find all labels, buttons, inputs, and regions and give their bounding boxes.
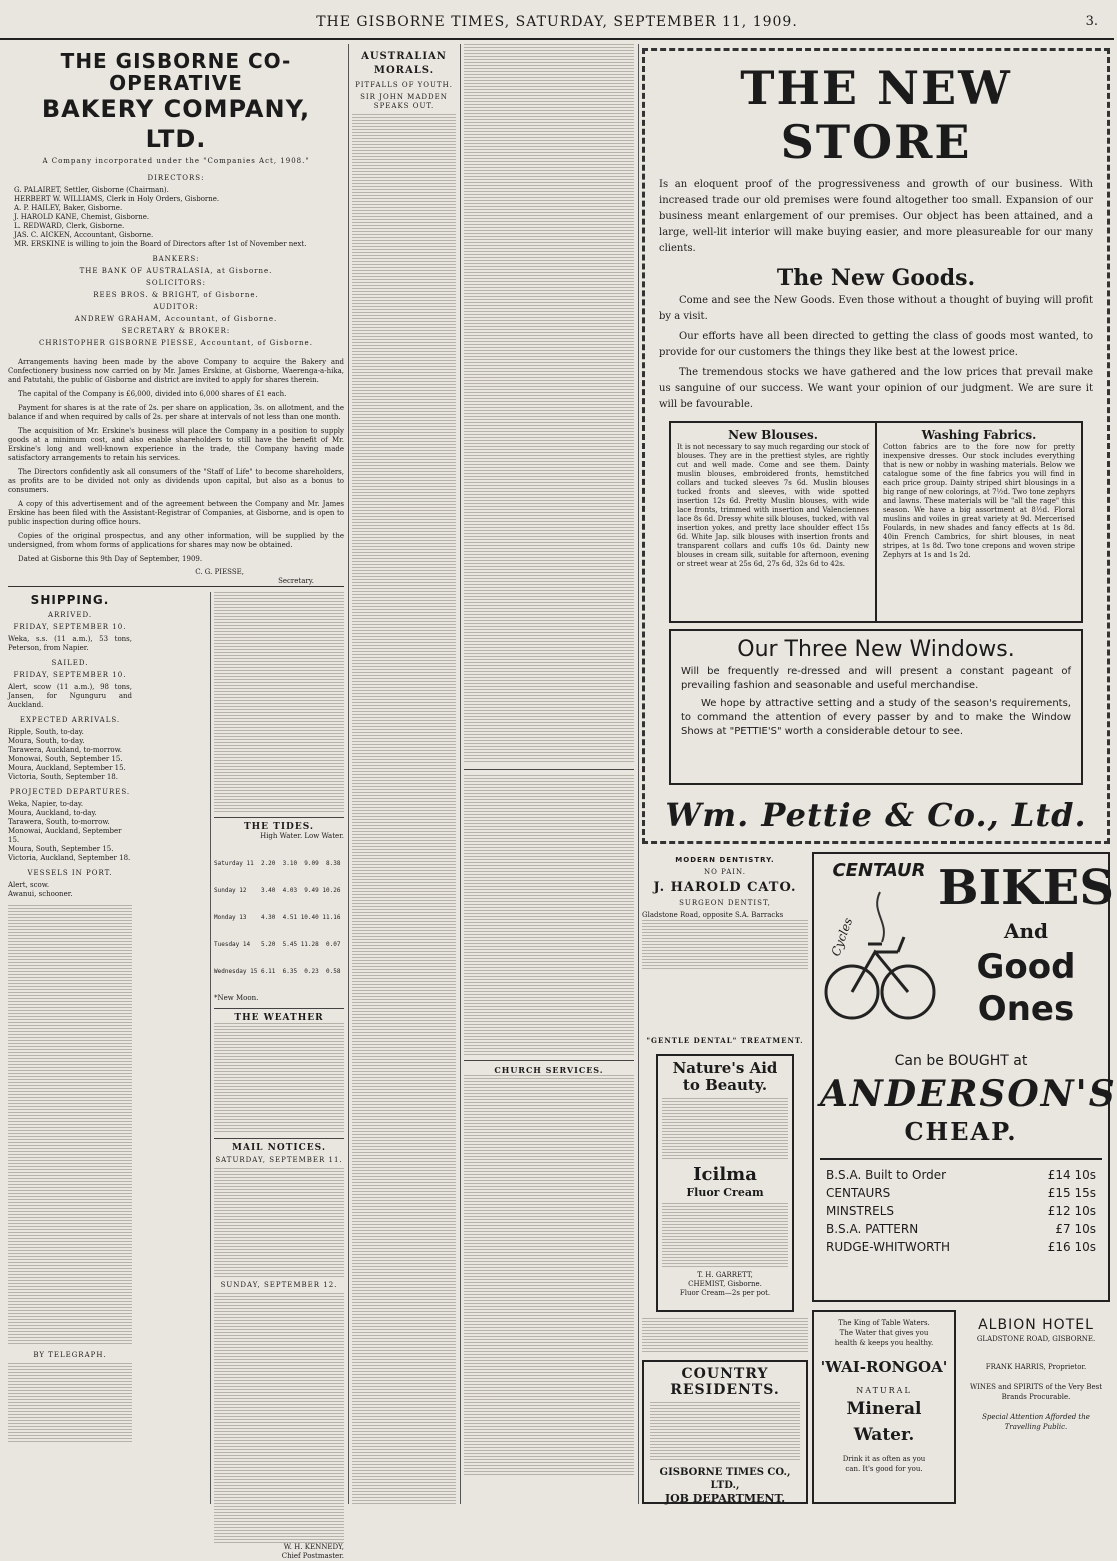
store-paragraph: Our efforts have all been directed to getting the class of goods most wanted, to provide for our customers the things they like best at the lowest price. <box>659 331 1093 358</box>
news-text-block <box>464 775 634 1055</box>
dated-line: Dated at Gisborne this 9th Day of September, 1909. <box>18 555 203 563</box>
sailed-text: Alert, scow (11 a.m.), 98 tons, Jansen, for Ngunguru and Auckland. <box>8 683 132 709</box>
residents-title: RESIDENTS. <box>670 1382 780 1398</box>
bike-price: £15 15s <box>1047 1186 1096 1200</box>
prospectus-paragraph: The Directors confidently ask all consumers of the "Staff of Life" to become shareholders, as profits are to be divided not only as dividends upon capital, but also as a bonus to consumers. <box>8 468 344 494</box>
ad-text-block <box>662 1098 788 1160</box>
news-text-block <box>464 1075 634 1475</box>
job-department: JOB DEPARTMENT. <box>664 1492 786 1505</box>
dentistry-title: MODERN DENTISTRY. <box>675 856 775 864</box>
blouses-text: It is not necessary to say much regarding our stock of blouses. They are in the prettiest styles, are rightly cut and well made. Come and see them. Dainty muslin blouses, embroidered fronts, hemstitched collars and tucked sleeves 7s 6d. Muslin blouses tucked fronts and sleeves, with wide spotted insertion 12s 6d. Pretty Muslin blouses, with wide lace fronts, trimmed with insertion and Valenciennes lace 8s 6d. Dressy white silk blouses, tucked, with val insertion yokes, and pretty lace shoulder effect 15s 6d. White Jap. silk blouses with insertion fronts and transparent collars and cuffs 10s 6d. Dainty new blouses in cream silk, suitable for afternoon, evening or street wear at 25s 6d, 27s 6d, 32s 6d to 42s. <box>677 443 869 568</box>
tides-table <box>214 841 344 994</box>
albion-wines: WINES and SPIRITS of the Very Best Brands Procurable. <box>969 1383 1103 1401</box>
wai-line: health & keeps you healthy. <box>834 1339 934 1347</box>
auditor-heading: AUDITOR: <box>153 303 199 311</box>
country-title: COUNTRY <box>681 1366 769 1382</box>
albion-owner: FRANK HARRIS, Proprietor. <box>985 1363 1087 1371</box>
ad-text-block <box>650 1402 800 1462</box>
mineral-water: Mineral Water. <box>846 1399 922 1445</box>
washing-text: Cotton fabrics are to the fore now for pretty inexpensive dresses. Our stock includes everything that is new or nobby in washing materials. Below we catalogue some of the fine fabrics you will find in each price group. Dainty striped shirt blousings in a big range of new colorings, at 7½d. Two tone zephyrs and lawns. These materials will be "all the rage" this season. We have a big assortment at 8½d. Floral muslins and voiles in great variety at 9d. Mercerised Foulards, in new shades and fancy effects at 1s 8d. 40in French Cambrics, for shirt blouses, in neat stripes, at 1s 8d. Two tone crepons and woven stripe Zephyrs at 1s and 1s 2d. <box>883 443 1075 559</box>
morals-title: AUSTRALIAN MORALS. <box>361 51 447 76</box>
arrived-date: FRIDAY, SEPTEMBER 10. <box>13 623 127 631</box>
news-text-block <box>8 905 132 1345</box>
list-item: Monowai, Auckland, September 15. <box>8 827 122 844</box>
column-rule <box>460 44 461 1504</box>
director-line: HERBERT W. WILLIAMS, Clerk in Holy Orders, Gisborne. <box>14 195 220 203</box>
cycles-label: Cycles <box>828 915 856 959</box>
bakery-intro: A Company incorporated under the "Companies Act, 1908." <box>42 157 310 165</box>
arrived-text: Weka, s.s. (11 a.m.), 53 tons, Peterson, from Napier. <box>8 635 132 652</box>
list-item: Tarawera, South, to-morrow. <box>8 818 110 826</box>
bike-price: £16 10s <box>1047 1240 1096 1254</box>
bike-model: RUDGE-WHITWORTH <box>826 1240 950 1254</box>
icilma-product: Fluor Cream <box>686 1186 764 1199</box>
mail-date: SUNDAY, SEPTEMBER 12. <box>220 1281 338 1289</box>
wai-line: can. It's good for you. <box>845 1465 923 1473</box>
and-word: And <box>1003 919 1049 943</box>
icilma-seller: T. H. GARRETT, <box>697 1271 753 1279</box>
sailed-heading: SAILED. <box>51 659 89 667</box>
albion-hotel-ad <box>962 1310 1110 1504</box>
prospectus-paragraph: Arrangements having been made by the above Company to acquire the Bakery and Confectionery business now carried on by Mr. James Erskine, at Gisborne, Waerenga-a-hika, and Patutahi, the public of Gisborne and district are invited to apply for shares therein. <box>8 358 344 384</box>
country-residents-ad <box>642 1360 808 1504</box>
wai-line: The Water that gives you <box>839 1329 929 1337</box>
no-pain: NO PAIN. <box>704 868 746 876</box>
tides-mail-column <box>214 592 344 1560</box>
list-item: Weka, Napier, to-day. <box>8 800 84 808</box>
bike-model: MINSTRELS <box>826 1204 895 1218</box>
bike-model: B.S.A. PATTERN <box>826 1222 919 1236</box>
bike-model: B.S.A. Built to Order <box>826 1168 947 1182</box>
telegraph-heading: BY TELEGRAPH. <box>33 1351 107 1359</box>
news-column <box>464 44 634 1504</box>
mail-date: SATURDAY, SEPTEMBER 11. <box>215 1156 343 1164</box>
list-item: Monowai, South, September 15. <box>8 755 123 763</box>
masthead-title: THE GISBORNE TIMES, SATURDAY, SEPTEMBER 11, 1909. <box>316 14 798 30</box>
washing-title: Washing Fabrics. <box>921 428 1037 442</box>
dentistry-ad <box>642 856 808 962</box>
list-item: Moura, South, September 15. <box>8 845 114 853</box>
auditor: ANDREW GRAHAM, Accountant, of Gisborne. <box>74 315 278 323</box>
morals-subtitle: SIR JOHN MADDEN SPEAKS OUT. <box>360 93 448 110</box>
prospectus-paragraph: Payment for shares is at the rate of 2s. per share on application, 3s. on allotment, and the balance if and when required by calls of 2s. per share at intervals of not less than one month. <box>8 404 344 421</box>
times-company: GISBORNE TIMES CO., LTD., <box>659 1467 791 1491</box>
bakery-prospectus <box>8 44 344 584</box>
secretary-heading: SECRETARY & BROKER: <box>121 327 231 335</box>
icilma-seller-role: CHEMIST, Gisborne. <box>688 1280 762 1288</box>
wai-line: Drink it as often as you <box>842 1455 926 1463</box>
news-text-block <box>214 1023 344 1133</box>
bike-model: CENTAURS <box>826 1186 891 1200</box>
arrived-heading: ARRIVED. <box>47 611 93 619</box>
price-row <box>826 1202 1096 1220</box>
list-item: Alert, scow. <box>8 881 50 889</box>
expected-list <box>8 728 132 782</box>
bikes-ad <box>812 852 1117 1302</box>
bike-price-list <box>820 1166 1102 1256</box>
news-text-block <box>214 1293 344 1543</box>
wai-line: The King of Table Waters. <box>838 1319 930 1327</box>
column-rule <box>210 592 211 1504</box>
bikes-headline <box>938 860 1114 1050</box>
table-row: Wednesday 15 6.11 6.35 0.23 0.58 <box>214 968 341 975</box>
bought-at: Can be BOUGHT at <box>894 1053 1028 1069</box>
albion-special: Special Attention Afforded the Travelling Public. <box>982 1413 1090 1431</box>
shipping-column <box>8 592 132 1502</box>
gentle-treatment: "GENTLE DENTAL" TREATMENT. <box>646 1036 804 1045</box>
ones-word: Ones <box>977 989 1075 1029</box>
page-number: 3. <box>1085 14 1098 29</box>
store-paragraph: The tremendous stocks we have gathered and the low prices that prevail make us sanguine of our success. We want your opinion of our judgment. We are sure it will be favourable. <box>659 367 1093 410</box>
albion-name: ALBION HOTEL <box>978 1317 1094 1333</box>
price-row <box>826 1166 1096 1184</box>
table-row: Sunday 12 3.40 4.03 9.49 10.26 <box>214 887 341 894</box>
bicycle-icon <box>820 882 938 1042</box>
masthead <box>0 0 1114 40</box>
solicitors: REES BROS. & BRIGHT, of Gisborne. <box>93 291 259 299</box>
bikes-top <box>820 860 1114 1050</box>
secretary: CHRISTOPHER GISBORNE PIESSE, Accountant, of Gisborne. <box>39 339 313 347</box>
director-line: A. P. HAILEY, Baker, Gisborne. <box>14 204 123 212</box>
secretary-role: Secretary. <box>278 577 314 585</box>
albion-address: GLADSTONE ROAD, GISBORNE. <box>976 1335 1096 1343</box>
cheap-word: CHEAP. <box>904 1117 1018 1146</box>
table-row: Monday 13 4.30 4.51 10.40 11.16 <box>214 914 341 921</box>
director-line: MR. ERSKINE is willing to join the Board of Directors after 1st of November next. <box>14 240 307 248</box>
icilma-ad <box>656 1054 794 1312</box>
mail-title: MAIL NOTICES. <box>232 1143 326 1153</box>
expected-heading: EXPECTED ARRIVALS. <box>19 716 121 724</box>
list-item: Victoria, South, September 18. <box>8 773 118 781</box>
australian-morals-column <box>352 44 456 1504</box>
list-item: Tarawera, Auckland, to-morrow. <box>8 746 123 754</box>
director-line: G. PALAIRET, Settler, Gisborne (Chairman). <box>14 186 169 194</box>
postmaster-role: Chief Postmaster. <box>281 1552 344 1560</box>
store-paragraph: Is an eloquent proof of the progressiveness and growth of our business. With increased trade our old premises were found altogether too small. Expansion of our business meant enlargement of our premises. Our object has been attained, and a large, well-lit interior will make buying easier, and more pleasureable for our many clients. <box>659 179 1093 254</box>
news-text-block <box>214 1168 344 1278</box>
blouses-title: New Blouses. <box>728 428 818 442</box>
centaur-brand: CENTAUR <box>832 860 926 881</box>
new-goods-title: The New Goods. <box>776 265 976 291</box>
sailed-date: FRIDAY, SEPTEMBER 10. <box>13 671 127 679</box>
price-row <box>826 1238 1096 1256</box>
gentle-line-wrap <box>642 1036 808 1050</box>
store-paragraph: Come and see the New Goods. Even those without a thought of buying will profit by a visit. <box>659 295 1093 322</box>
list-item: Awanui, schooner. <box>8 890 73 898</box>
price-row <box>826 1220 1096 1238</box>
director-line: J. HAROLD KANE, Chemist, Gisborne. <box>14 213 150 221</box>
news-text-block <box>8 1363 132 1443</box>
nature-title-2: to Beauty. <box>682 1076 768 1094</box>
prospectus-paragraph: The capital of the Company is £6,000, divided into 6,000 shares of £1 each. <box>18 390 287 398</box>
wai-rongoa-ad <box>812 1310 956 1504</box>
tides-title: THE TIDES. <box>243 822 315 832</box>
solicitors-heading: SOLICITORS: <box>146 279 206 287</box>
projected-heading: PROJECTED DEPARTURES. <box>9 788 131 796</box>
dentist-address: Gladstone Road, opposite S.A. Barracks <box>642 911 784 919</box>
news-text-block <box>642 1318 808 1354</box>
blouses-panel <box>671 423 877 621</box>
tides-note: *New Moon. <box>214 994 259 1002</box>
table-row: Saturday 11 2.20 3.10 9.09 8.38 <box>214 860 341 867</box>
icilma-price: Fluor Cream—2s per pot. <box>679 1289 771 1297</box>
bikes-word: BIKES <box>938 860 1114 916</box>
blouses-fabrics-box <box>669 421 1083 623</box>
centaur-illustration <box>820 860 938 1050</box>
list-item: Moura, Auckland, to-day. <box>8 809 97 817</box>
section-divider <box>8 586 344 587</box>
list-item: Victoria, Auckland, September 18. <box>8 854 131 862</box>
windows-paragraph: We hope by attractive setting and a study of the season's requirements, to command the attention of every passer by and to make the Window Shows at "PETTIE'S" worth a considerable detour to see. <box>681 698 1071 737</box>
bike-price: £7 10s <box>1055 1222 1096 1236</box>
directors-list <box>8 186 344 249</box>
andersons-brand: ANDERSON'S <box>820 1073 1117 1115</box>
washing-panel <box>877 423 1081 621</box>
dentist-role: SURGEON DENTIST, <box>679 899 771 907</box>
news-text-block <box>642 920 808 970</box>
column-rule <box>348 44 349 1504</box>
shipping-title: SHIPPING. <box>30 593 110 607</box>
new-store-title: THE NEW STORE <box>740 61 1012 169</box>
good-word: Good <box>976 947 1076 987</box>
church-heading: CHURCH SERVICES. <box>494 1065 604 1075</box>
dentist-name: J. HAROLD CATO. <box>653 880 797 895</box>
small-notes <box>642 1318 808 1356</box>
icilma-brand: Icilma <box>693 1164 757 1185</box>
news-text-block <box>352 114 456 1504</box>
bakery-title-1: THE GISBORNE CO-OPERATIVE <box>60 49 292 95</box>
directors-heading: DIRECTORS: <box>147 174 205 182</box>
windows-paragraph: Will be frequently re-dressed and will present a constant pageant of prevailing fashion and seasonable and useful merchandise. <box>681 666 1071 691</box>
bakery-title-2: BAKERY COMPANY, LTD. <box>41 95 311 153</box>
news-text-block <box>464 44 634 764</box>
table-row: Tuesday 14 5.20 5.45 11.28 0.07 <box>214 941 341 948</box>
tides-header: High Water. Low Water. <box>260 832 344 840</box>
list-item: Moura, Auckland, September 15. <box>8 764 126 772</box>
list-item: Ripple, South, to-day. <box>8 728 84 736</box>
bankers: THE BANK OF AUSTRALASIA, at Gisborne. <box>79 267 273 275</box>
bike-price: £14 10s <box>1047 1168 1096 1182</box>
windows-title: Our Three New Windows. <box>737 637 1015 662</box>
pettie-brand: Wm. Pettie & Co., Ltd. <box>665 796 1087 834</box>
prospectus-paragraph: Copies of the original prospectus, and any other information, will be supplied by the undersigned, from whom forms of applications for shares may now be obtained. <box>8 532 344 549</box>
wai-rongoa-brand: 'WAI-RONGOA' <box>820 1358 948 1376</box>
prospectus-paragraph: A copy of this advertisement and of the agreement between the Company and Mr. James Erskine has been filed with the Assistant-Registrar of Companies, at Gisborne, and is open to public inspection during office hours. <box>8 500 344 526</box>
prospectus-paragraph: The acquisition of Mr. Erskine's business will place the Company in a position to supply goods at a minimum cost, and also enable shareholders to still have the benefit of Mr. Erskine's long and well-known experience in the trade, the Company having made satisfactory arrangements to retain his services. <box>8 427 344 462</box>
secretary-signature: C. G. PIESSE, <box>195 568 244 576</box>
bankers-heading: BANKERS: <box>152 255 200 263</box>
ad-text-block <box>662 1203 788 1267</box>
director-line: JAS. C. AICKEN, Accountant, Gisborne. <box>14 231 154 239</box>
natural-label: NATURAL <box>856 1386 912 1395</box>
column-rule <box>638 44 639 1504</box>
windows-box <box>669 629 1083 785</box>
list-item: Moura, South, to-day. <box>8 737 85 745</box>
new-store-ad <box>642 48 1110 844</box>
weather-title: THE WEATHER <box>234 1013 324 1023</box>
projected-list <box>8 800 132 863</box>
price-row <box>826 1184 1096 1202</box>
vessels-heading: VESSELS IN PORT. <box>27 869 113 877</box>
news-text-block <box>214 592 344 812</box>
postmaster-signature: W. H. KENNEDY, <box>283 1543 344 1551</box>
nature-title-1: Nature's Aid <box>672 1059 778 1077</box>
director-line: L. REDWARD, Clerk, Gisborne. <box>14 222 125 230</box>
bike-price: £12 10s <box>1047 1204 1096 1218</box>
morals-subtitle: PITFALLS OF YOUTH. <box>355 81 453 89</box>
